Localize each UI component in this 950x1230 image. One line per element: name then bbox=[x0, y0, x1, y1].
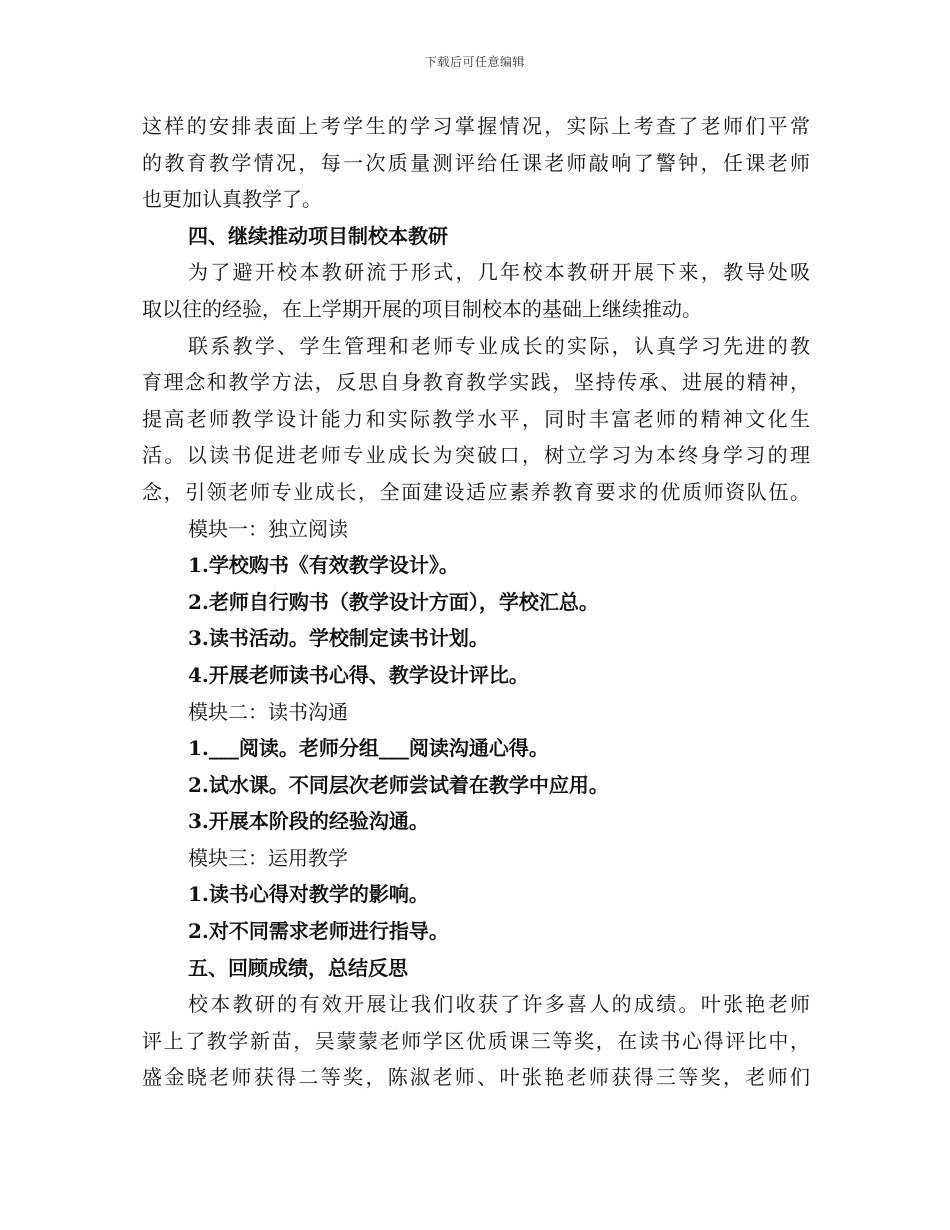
body-line: 念，引领老师专业成长，全面建设适应素养教育要求的优质师资队伍。 bbox=[142, 479, 810, 504]
list-item: 1.___阅读。老师分组___阅读沟通心得。 bbox=[188, 736, 549, 761]
body-line: 提高老师教学设计能力和实际教学水平，同时丰富老师的精神文化生 bbox=[142, 406, 810, 431]
list-item: 1.读书心得对教学的影响。 bbox=[188, 882, 429, 907]
list-item: 2.试水课。不同层次老师尝试着在教学中应用。 bbox=[188, 772, 609, 797]
module-title: 模块三：运用教学 bbox=[188, 845, 348, 870]
list-item: 3.读书活动。学校制定读书计划。 bbox=[188, 626, 489, 651]
body-line: 的教育教学情况，每一次质量测评给任课老师敲响了警钟，任课老师 bbox=[142, 150, 810, 175]
body-line: 盛金晓老师获得二等奖，陈淑老师、叶张艳老师获得三等奖，老师们 bbox=[142, 1065, 810, 1090]
list-item: 2.对不同需求老师进行指导。 bbox=[188, 919, 449, 944]
list-item: 4.开展老师读书心得、教学设计评比。 bbox=[188, 662, 529, 687]
body-line: 评上了教学新苗，吴蒙蒙老师学区优质课三等奖，在读书心得评比中， bbox=[142, 1028, 810, 1053]
body-line: 也更加认真教学了。 bbox=[142, 187, 322, 212]
body-line: 这样的安排表面上考学生的学习掌握情况，实际上考查了老师们平常 bbox=[142, 114, 810, 138]
document-body bbox=[142, 108, 810, 1096]
module-title: 模块一：独立阅读 bbox=[188, 516, 348, 541]
list-item: 1.学校购书《有效教学设计》。 bbox=[188, 553, 459, 578]
page-header: 下载后可任意编辑 bbox=[424, 55, 525, 69]
body-line: 育理念和教学方法，反思自身教育教学实践，坚持传承、进展的精神， bbox=[142, 370, 810, 395]
body-line: 活。以读书促进老师专业成长为突破口，树立学习为本终身学习的理 bbox=[142, 443, 810, 468]
module-title: 模块二：读书沟通 bbox=[188, 699, 348, 724]
body-line: 校本教研的有效开展让我们收获了许多喜人的成绩。叶张艳老师 bbox=[188, 992, 810, 1017]
list-item: 3.开展本阶段的经验沟通。 bbox=[188, 809, 429, 834]
section-heading: 四、继续推动项目制校本教研 bbox=[188, 223, 448, 248]
body-line: 取以往的经验，在上学期开展的项目制校本的基础上继续推动。 bbox=[142, 296, 702, 321]
section-heading: 五、回顾成绩，总结反思 bbox=[188, 955, 408, 980]
body-line: 联系教学、学生管理和老师专业成长的实际，认真学习先进的教 bbox=[188, 333, 810, 358]
list-item: 2.老师自行购书（教学设计方面），学校汇总。 bbox=[188, 589, 599, 614]
body-line: 为了避开校本教研流于形式，几年校本教研开展下来，教导处吸 bbox=[188, 260, 810, 285]
